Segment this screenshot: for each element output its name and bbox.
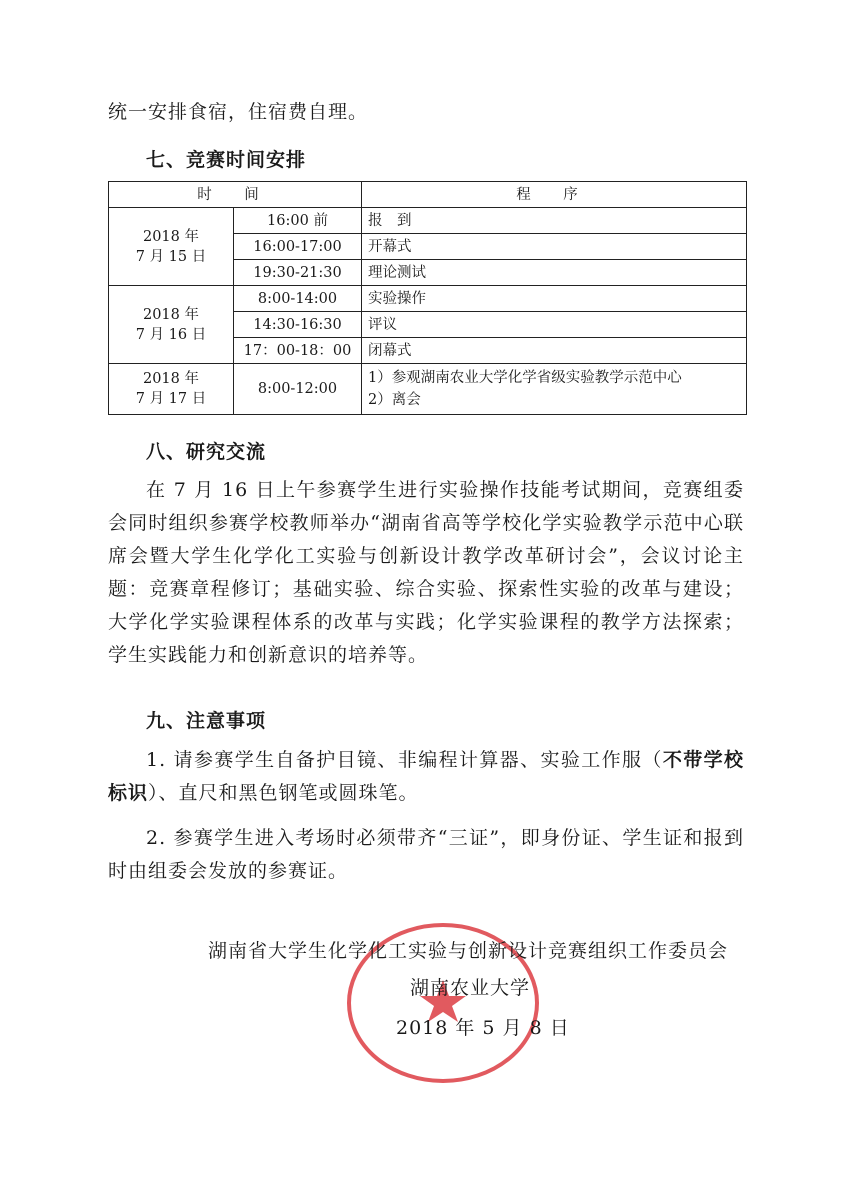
section9-heading: 九、注意事项	[146, 710, 267, 732]
date-year: 2018 年	[142, 306, 199, 323]
program-cell: 评议	[362, 312, 747, 338]
time-cell: 8:00-14:00	[234, 286, 362, 312]
program-line: 1）参观湖南农业大学化学省级实验教学示范中心	[368, 370, 682, 386]
time-cell: 14:30-16:30	[234, 312, 362, 338]
intro-line: 统一安排食宿，住宿费自理。	[108, 101, 369, 123]
date-year: 2018 年	[142, 371, 199, 387]
notice-item-1	[108, 744, 744, 810]
date-cell	[109, 286, 234, 364]
header-program: 程 序	[362, 182, 747, 208]
section7-heading: 七、竞赛时间安排	[146, 149, 307, 171]
date-day: 7 月 17 日	[135, 391, 207, 407]
notice-item-1-tail: ）、直尺和黑色钢笔或圆珠笔。	[148, 782, 419, 804]
date-cell	[109, 208, 234, 286]
program-cell: 实验操作	[362, 286, 747, 312]
table-row	[109, 208, 747, 234]
program-cell	[362, 364, 747, 415]
time-cell: 17：00-18：00	[234, 338, 362, 364]
program-cell: 报 到	[362, 208, 747, 234]
date-cell	[109, 364, 234, 415]
notice-item-1-text: 1. 请参赛学生自备护目镜、非编程计算器、实验工作服（	[146, 749, 663, 771]
section8-heading: 八、研究交流	[146, 441, 267, 463]
signature-university: 湖南农业大学	[410, 977, 531, 999]
signature-org: 湖南省大学生化学化工实验与创新设计竞赛组织工作委员会	[208, 940, 729, 962]
time-cell: 8:00-12:00	[234, 364, 362, 415]
date-day: 7 月 16 日	[135, 326, 207, 343]
table-header-row	[109, 182, 747, 208]
signature-date: 2018 年 5 月 8 日	[396, 1017, 570, 1039]
program-cell: 开幕式	[362, 234, 747, 260]
time-cell: 16:00-17:00	[234, 234, 362, 260]
section8-body: 在 7 月 16 日上午参赛学生进行实验操作技能考试期间，竞赛组委会同时组织参赛学校教师举办“湖南省高等学校化学实验教学示范中心联席会暨大学生化学化工实验与创新设计教学改革研讨会”，会议讨论主题：竞赛章程修订；基础实验、综合实验、探索性实验的改革与建设；大学化学实验课程体系的改革与实践；化学实验课程的教学方法探索；学生实践能力和创新意识的培养等。	[108, 479, 744, 666]
program-line: 2）离会	[368, 392, 421, 408]
date-year: 2018 年	[142, 228, 199, 245]
notice-item-1-bold: 不带学校标识	[108, 749, 744, 804]
program-cell: 理论测试	[362, 260, 747, 286]
time-cell: 16:00 前	[234, 208, 362, 234]
date-day: 7 月 15 日	[135, 248, 207, 265]
table-row	[109, 286, 747, 312]
header-time: 时 间	[109, 182, 362, 208]
table-row	[109, 364, 747, 415]
schedule-table	[108, 181, 747, 415]
time-cell: 19:30-21:30	[234, 260, 362, 286]
notice-item-2: 2. 参赛学生进入考场时必须带齐“三证”，即身份证、学生证和报到时由组委会发放的参赛证。	[108, 827, 744, 882]
program-cell: 闭幕式	[362, 338, 747, 364]
